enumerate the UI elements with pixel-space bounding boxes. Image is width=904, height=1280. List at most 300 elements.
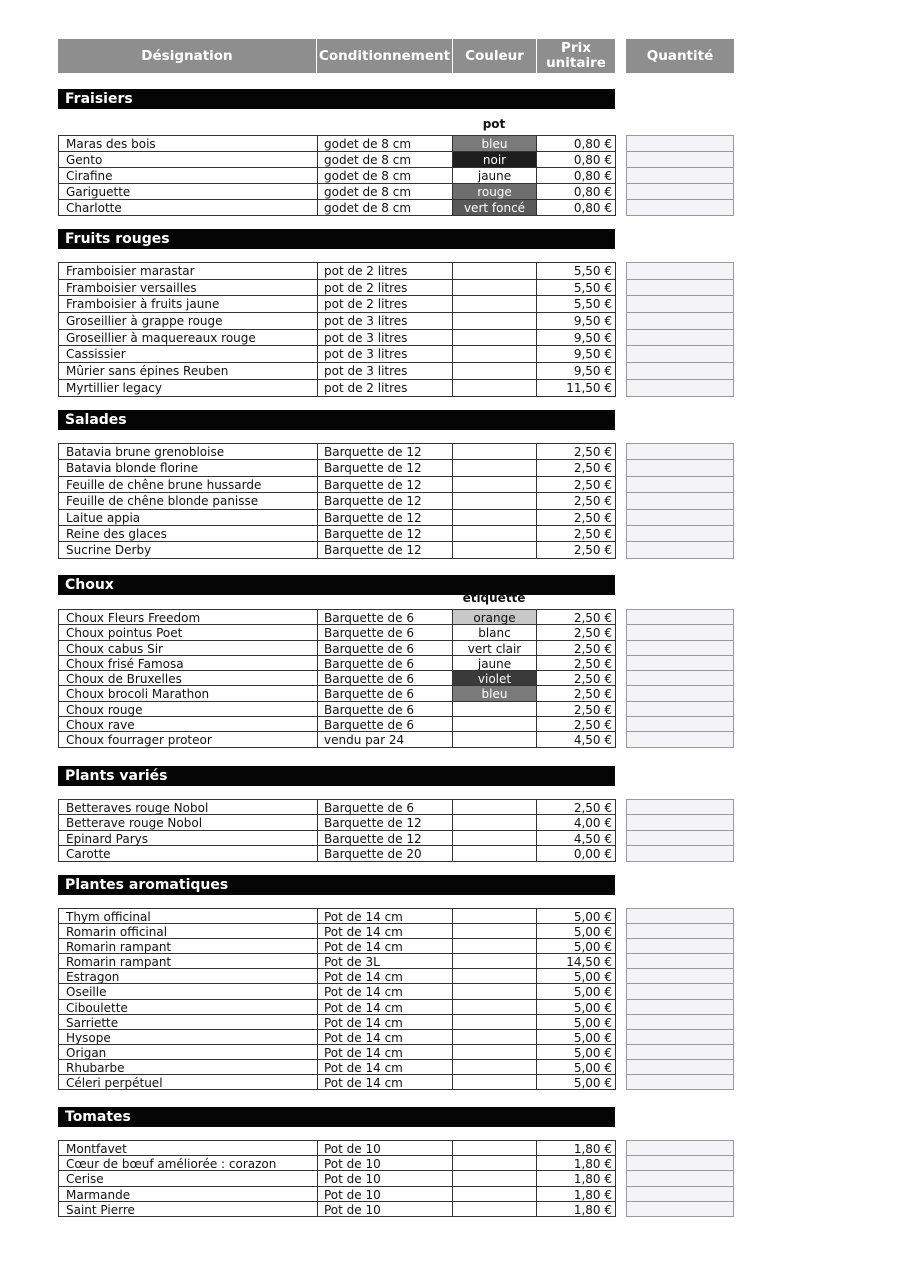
product-name: Oseille xyxy=(58,984,317,998)
product-name: Feuille de chêne brune hussarde xyxy=(58,477,317,492)
product-price: 2,50 € xyxy=(536,686,616,700)
product-name: Thym officinal xyxy=(58,909,317,923)
product-color: violet xyxy=(452,671,536,685)
quantity-input[interactable] xyxy=(626,1187,734,1202)
product-name: Groseillier à maquereaux rouge xyxy=(58,330,317,346)
quantity-input[interactable] xyxy=(626,1060,734,1075)
product-price: 5,00 € xyxy=(536,909,616,923)
product-color xyxy=(452,954,536,968)
product-name: Choux fourrager proteor xyxy=(58,732,317,746)
product-name: Choux brocoli Marathon xyxy=(58,686,317,700)
product-packaging: Pot de 10 xyxy=(317,1202,452,1216)
product-color xyxy=(452,1045,536,1059)
product-name: Sucrine Derby xyxy=(58,542,317,557)
table-row xyxy=(58,346,616,363)
quantity-input[interactable] xyxy=(626,493,734,509)
product-price: 2,50 € xyxy=(536,526,616,541)
header-couleur xyxy=(453,39,536,73)
product-packaging: Pot de 14 cm xyxy=(317,1000,452,1014)
product-color xyxy=(452,1015,536,1029)
product-packaging: godet de 8 cm xyxy=(317,152,452,167)
table-row xyxy=(58,656,616,671)
quantity-column xyxy=(626,262,734,397)
table-row xyxy=(58,493,616,509)
header-prix-unitaire xyxy=(537,39,615,73)
product-price: 9,50 € xyxy=(536,346,616,362)
product-packaging: Pot de 14 cm xyxy=(317,924,452,938)
table-row xyxy=(58,625,616,640)
product-price: 2,50 € xyxy=(536,610,616,624)
product-color xyxy=(452,363,536,379)
product-price: 11,50 € xyxy=(536,380,616,396)
quantity-input[interactable] xyxy=(626,526,734,542)
product-packaging: godet de 8 cm xyxy=(317,184,452,199)
product-packaging: godet de 8 cm xyxy=(317,200,452,215)
quantity-input[interactable] xyxy=(626,444,734,460)
section-title: Fruits rouges xyxy=(58,229,615,249)
quantity-input[interactable] xyxy=(626,200,734,216)
product-color xyxy=(452,280,536,296)
product-price: 1,80 € xyxy=(536,1156,616,1170)
product-name: Cerise xyxy=(58,1171,317,1185)
product-color xyxy=(452,939,536,953)
product-color: rouge xyxy=(452,184,536,199)
quantity-column xyxy=(626,609,734,748)
quantity-input[interactable] xyxy=(626,296,734,313)
product-price: 4,50 € xyxy=(536,732,616,746)
product-price: 5,00 € xyxy=(536,1045,616,1059)
section-title: Choux xyxy=(58,575,615,595)
product-packaging: Barquette de 6 xyxy=(317,671,452,685)
product-price: 4,50 € xyxy=(536,831,616,845)
product-price: 5,00 € xyxy=(536,1075,616,1089)
product-name: Feuille de chêne blonde panisse xyxy=(58,493,317,508)
quantity-input[interactable] xyxy=(626,263,734,280)
product-packaging: Barquette de 6 xyxy=(317,656,452,670)
quantity-input[interactable] xyxy=(626,717,734,732)
product-packaging: Pot de 14 cm xyxy=(317,984,452,998)
product-color xyxy=(452,346,536,362)
product-name: Choux de Bruxelles xyxy=(58,671,317,685)
product-name: Ciboulette xyxy=(58,1000,317,1014)
product-price: 5,00 € xyxy=(536,924,616,938)
table-row xyxy=(58,984,616,999)
section-title: Salades xyxy=(58,410,615,430)
table-row xyxy=(58,184,616,200)
table-row xyxy=(58,969,616,984)
product-price: 2,50 € xyxy=(536,444,616,459)
section-title: Plants variés xyxy=(58,766,615,786)
product-name: Romarin officinal xyxy=(58,924,317,938)
quantity-input[interactable] xyxy=(626,363,734,380)
quantity-input[interactable] xyxy=(626,984,734,999)
quantity-input[interactable] xyxy=(626,656,734,671)
quantity-input[interactable] xyxy=(626,702,734,717)
product-packaging: Pot de 14 cm xyxy=(317,1015,452,1029)
product-name: Reine des glaces xyxy=(58,526,317,541)
quantity-column xyxy=(626,908,734,1090)
table-row xyxy=(58,939,616,954)
quantity-input[interactable] xyxy=(626,831,734,846)
product-packaging: godet de 8 cm xyxy=(317,168,452,183)
product-table xyxy=(58,443,616,559)
product-name: Epinard Parys xyxy=(58,831,317,845)
color-sublabel: étiquette xyxy=(462,591,526,605)
table-row xyxy=(58,444,616,460)
product-color xyxy=(452,380,536,396)
table-row xyxy=(58,363,616,380)
product-packaging: godet de 8 cm xyxy=(317,136,452,151)
product-color xyxy=(452,510,536,525)
product-color xyxy=(452,1060,536,1074)
table-row xyxy=(58,460,616,476)
product-packaging: Barquette de 12 xyxy=(317,831,452,845)
product-table xyxy=(58,799,616,862)
product-name: Hysope xyxy=(58,1030,317,1044)
product-name: Choux Fleurs Freedom xyxy=(58,610,317,624)
product-name: Charlotte xyxy=(58,200,317,215)
product-packaging: Pot de 14 cm xyxy=(317,1075,452,1089)
product-color: vert foncé xyxy=(452,200,536,215)
product-price: 2,50 € xyxy=(536,656,616,670)
product-name: Romarin rampant xyxy=(58,954,317,968)
product-color xyxy=(452,1187,536,1201)
product-price: 5,00 € xyxy=(536,969,616,983)
product-color xyxy=(452,969,536,983)
table-row xyxy=(58,200,616,216)
product-table xyxy=(58,908,616,1090)
section-title: Fraisiers xyxy=(58,89,615,109)
product-color xyxy=(452,984,536,998)
product-price: 5,50 € xyxy=(536,296,616,312)
table-row xyxy=(58,671,616,686)
table-row xyxy=(58,168,616,184)
quantity-input[interactable] xyxy=(626,1075,734,1090)
product-color xyxy=(452,831,536,845)
quantity-input[interactable] xyxy=(626,909,734,924)
product-price: 14,50 € xyxy=(536,954,616,968)
product-name: Maras des bois xyxy=(58,136,317,151)
product-price: 2,50 € xyxy=(536,542,616,557)
product-packaging: Pot de 14 cm xyxy=(317,969,452,983)
product-color xyxy=(452,313,536,329)
quantity-input[interactable] xyxy=(626,732,734,747)
product-price: 9,50 € xyxy=(536,363,616,379)
product-price: 5,00 € xyxy=(536,1015,616,1029)
section-title: Plantes aromatiques xyxy=(58,875,615,895)
quantity-input[interactable] xyxy=(626,542,734,558)
quantity-input[interactable] xyxy=(626,510,734,526)
table-row xyxy=(58,1187,616,1202)
product-name: Rhubarbe xyxy=(58,1060,317,1074)
quantity-input[interactable] xyxy=(626,969,734,984)
product-name: Framboisier marastar xyxy=(58,263,317,279)
header-quantite-label: Quantité xyxy=(646,47,714,64)
table-row xyxy=(58,510,616,526)
table-row xyxy=(58,815,616,830)
product-packaging: Barquette de 6 xyxy=(317,702,452,716)
product-name: Framboisier à fruits jaune xyxy=(58,296,317,312)
product-packaging: Pot de 10 xyxy=(317,1187,452,1201)
product-packaging: Barquette de 20 xyxy=(317,846,452,860)
product-packaging: Barquette de 6 xyxy=(317,625,452,639)
product-packaging: Barquette de 12 xyxy=(317,460,452,475)
quantity-input[interactable] xyxy=(626,625,734,640)
quantity-input[interactable] xyxy=(626,460,734,476)
quantity-input[interactable] xyxy=(626,168,734,184)
product-color xyxy=(452,1171,536,1185)
quantity-input[interactable] xyxy=(626,313,734,330)
product-packaging: Barquette de 6 xyxy=(317,641,452,655)
quantity-input[interactable] xyxy=(626,280,734,297)
quantity-input[interactable] xyxy=(626,846,734,861)
product-color: jaune xyxy=(452,168,536,183)
product-packaging: Pot de 10 xyxy=(317,1171,452,1185)
product-price: 1,80 € xyxy=(536,1202,616,1216)
product-price: 0,80 € xyxy=(536,168,616,183)
header-quantite xyxy=(626,39,734,73)
product-name: Framboisier versailles xyxy=(58,280,317,296)
product-price: 9,50 € xyxy=(536,313,616,329)
product-color xyxy=(452,263,536,279)
product-color xyxy=(452,702,536,716)
product-price: 5,50 € xyxy=(536,263,616,279)
table-row xyxy=(58,477,616,493)
product-packaging: pot de 3 litres xyxy=(317,330,452,346)
product-price: 0,80 € xyxy=(536,200,616,215)
product-price: 2,50 € xyxy=(536,625,616,639)
product-name: Batavia blonde florine xyxy=(58,460,317,475)
product-packaging: Pot de 14 cm xyxy=(317,1030,452,1044)
product-name: Origan xyxy=(58,1045,317,1059)
product-packaging: Pot de 14 cm xyxy=(317,939,452,953)
table-row xyxy=(58,526,616,542)
quantity-input[interactable] xyxy=(626,1171,734,1186)
header-designation xyxy=(58,39,316,73)
table-row xyxy=(58,542,616,558)
product-table xyxy=(58,609,616,748)
product-price: 2,50 € xyxy=(536,641,616,655)
table-row xyxy=(58,702,616,717)
quantity-input[interactable] xyxy=(626,1156,734,1171)
product-name: Romarin rampant xyxy=(58,939,317,953)
quantity-column xyxy=(626,135,734,216)
product-color xyxy=(452,815,536,829)
quantity-input[interactable] xyxy=(626,954,734,969)
quantity-input[interactable] xyxy=(626,184,734,200)
product-color: noir xyxy=(452,152,536,167)
header-prix-line1: Prix xyxy=(561,40,591,56)
product-packaging: Barquette de 12 xyxy=(317,510,452,525)
product-color xyxy=(452,1000,536,1014)
product-packaging: Barquette de 12 xyxy=(317,542,452,557)
header-conditionnement-label: Conditionnement xyxy=(318,47,451,64)
product-packaging: Pot de 14 cm xyxy=(317,1045,452,1059)
quantity-input[interactable] xyxy=(626,1141,734,1156)
table-row xyxy=(58,732,616,747)
product-color xyxy=(452,1075,536,1089)
quantity-input[interactable] xyxy=(626,346,734,363)
product-name: Betteraves rouge Nobol xyxy=(58,800,317,814)
table-row xyxy=(58,909,616,924)
quantity-column xyxy=(626,443,734,559)
product-color xyxy=(452,1030,536,1044)
quantity-input[interactable] xyxy=(626,610,734,625)
product-packaging: Barquette de 12 xyxy=(317,526,452,541)
quantity-input[interactable] xyxy=(626,641,734,656)
table-row xyxy=(58,280,616,297)
product-table xyxy=(58,135,616,216)
product-price: 1,80 € xyxy=(536,1187,616,1201)
product-packaging: pot de 2 litres xyxy=(317,296,452,312)
quantity-input[interactable] xyxy=(626,330,734,347)
product-name: Carotte xyxy=(58,846,317,860)
product-price: 5,50 € xyxy=(536,280,616,296)
table-row xyxy=(58,1000,616,1015)
product-name: Montfavet xyxy=(58,1141,317,1155)
table-row xyxy=(58,1141,616,1156)
product-name: Betterave rouge Nobol xyxy=(58,815,317,829)
product-color: blanc xyxy=(452,625,536,639)
product-name: Gariguette xyxy=(58,184,317,199)
product-packaging: Barquette de 6 xyxy=(317,717,452,731)
table-row xyxy=(58,1156,616,1171)
product-packaging: pot de 2 litres xyxy=(317,263,452,279)
quantity-input[interactable] xyxy=(626,380,734,397)
quantity-input[interactable] xyxy=(626,1045,734,1060)
quantity-input[interactable] xyxy=(626,686,734,701)
product-name: Cassissier xyxy=(58,346,317,362)
product-color xyxy=(452,924,536,938)
quantity-input[interactable] xyxy=(626,1030,734,1045)
table-row xyxy=(58,1202,616,1217)
header-couleur-label: Couleur xyxy=(465,47,524,64)
product-packaging: vendu par 24 xyxy=(317,732,452,746)
table-row xyxy=(58,954,616,969)
table-row xyxy=(58,610,616,625)
product-color: bleu xyxy=(452,136,536,151)
product-price: 0,80 € xyxy=(536,136,616,151)
product-packaging: Pot de 10 xyxy=(317,1156,452,1170)
table-row xyxy=(58,313,616,330)
product-color xyxy=(452,296,536,312)
quantity-column xyxy=(626,799,734,862)
product-name: Choux cabus Sir xyxy=(58,641,317,655)
table-row xyxy=(58,1075,616,1090)
table-row xyxy=(58,831,616,846)
product-packaging: Pot de 10 xyxy=(317,1141,452,1155)
product-price: 2,50 € xyxy=(536,800,616,814)
quantity-input[interactable] xyxy=(626,136,734,152)
product-price: 0,80 € xyxy=(536,152,616,167)
product-color: jaune xyxy=(452,656,536,670)
product-packaging: pot de 3 litres xyxy=(317,346,452,362)
quantity-input[interactable] xyxy=(626,1015,734,1030)
header-designation-label: Désignation xyxy=(141,47,233,64)
table-row xyxy=(58,686,616,701)
product-price: 4,00 € xyxy=(536,815,616,829)
product-color xyxy=(452,542,536,557)
product-name: Groseillier à grappe rouge xyxy=(58,313,317,329)
product-color xyxy=(452,526,536,541)
table-row xyxy=(58,136,616,152)
product-packaging: pot de 3 litres xyxy=(317,313,452,329)
product-color xyxy=(452,460,536,475)
product-color xyxy=(452,493,536,508)
table-row xyxy=(58,1171,616,1186)
product-price: 9,50 € xyxy=(536,330,616,346)
quantity-input[interactable] xyxy=(626,477,734,493)
quantity-input[interactable] xyxy=(626,1202,734,1217)
product-packaging: Pot de 14 cm xyxy=(317,909,452,923)
product-name: Gento xyxy=(58,152,317,167)
product-packaging: Barquette de 12 xyxy=(317,477,452,492)
quantity-input[interactable] xyxy=(626,1000,734,1015)
quantity-input[interactable] xyxy=(626,939,734,954)
product-price: 5,00 € xyxy=(536,1060,616,1074)
color-sublabel: pot xyxy=(482,117,506,131)
product-name: Laitue appia xyxy=(58,510,317,525)
product-price: 5,00 € xyxy=(536,1000,616,1014)
table-row xyxy=(58,924,616,939)
product-price: 0,00 € xyxy=(536,846,616,860)
product-color: orange xyxy=(452,610,536,624)
product-price: 2,50 € xyxy=(536,460,616,475)
product-name: Batavia brune grenobloise xyxy=(58,444,317,459)
table-row xyxy=(58,1015,616,1030)
quantity-input[interactable] xyxy=(626,924,734,939)
product-color xyxy=(452,800,536,814)
product-color xyxy=(452,477,536,492)
quantity-input[interactable] xyxy=(626,800,734,815)
product-color: vert clair xyxy=(452,641,536,655)
product-color xyxy=(452,1202,536,1216)
table-row xyxy=(58,1060,616,1075)
product-color xyxy=(452,717,536,731)
product-name: Marmande xyxy=(58,1187,317,1201)
table-row xyxy=(58,717,616,732)
product-name: Choux rouge xyxy=(58,702,317,716)
product-price: 2,50 € xyxy=(536,717,616,731)
product-name: Choux frisé Famosa xyxy=(58,656,317,670)
product-color xyxy=(452,846,536,860)
table-row xyxy=(58,800,616,815)
product-name: Choux rave xyxy=(58,717,317,731)
product-packaging: Barquette de 12 xyxy=(317,815,452,829)
quantity-input[interactable] xyxy=(626,671,734,686)
product-name: Cœur de bœuf améliorée : corazon xyxy=(58,1156,317,1170)
product-name: Cirafine xyxy=(58,168,317,183)
table-row xyxy=(58,296,616,313)
product-price: 0,80 € xyxy=(536,184,616,199)
product-table xyxy=(58,1140,616,1217)
table-row xyxy=(58,846,616,861)
product-color xyxy=(452,444,536,459)
product-price: 5,00 € xyxy=(536,939,616,953)
product-name: Choux pointus Poet xyxy=(58,625,317,639)
table-row xyxy=(58,1045,616,1060)
product-color xyxy=(452,330,536,346)
product-price: 1,80 € xyxy=(536,1171,616,1185)
product-price: 1,80 € xyxy=(536,1141,616,1155)
product-packaging: Barquette de 6 xyxy=(317,800,452,814)
product-name: Estragon xyxy=(58,969,317,983)
quantity-input[interactable] xyxy=(626,152,734,168)
product-color xyxy=(452,732,536,746)
product-color xyxy=(452,1156,536,1170)
quantity-input[interactable] xyxy=(626,815,734,830)
product-packaging: Pot de 3L xyxy=(317,954,452,968)
